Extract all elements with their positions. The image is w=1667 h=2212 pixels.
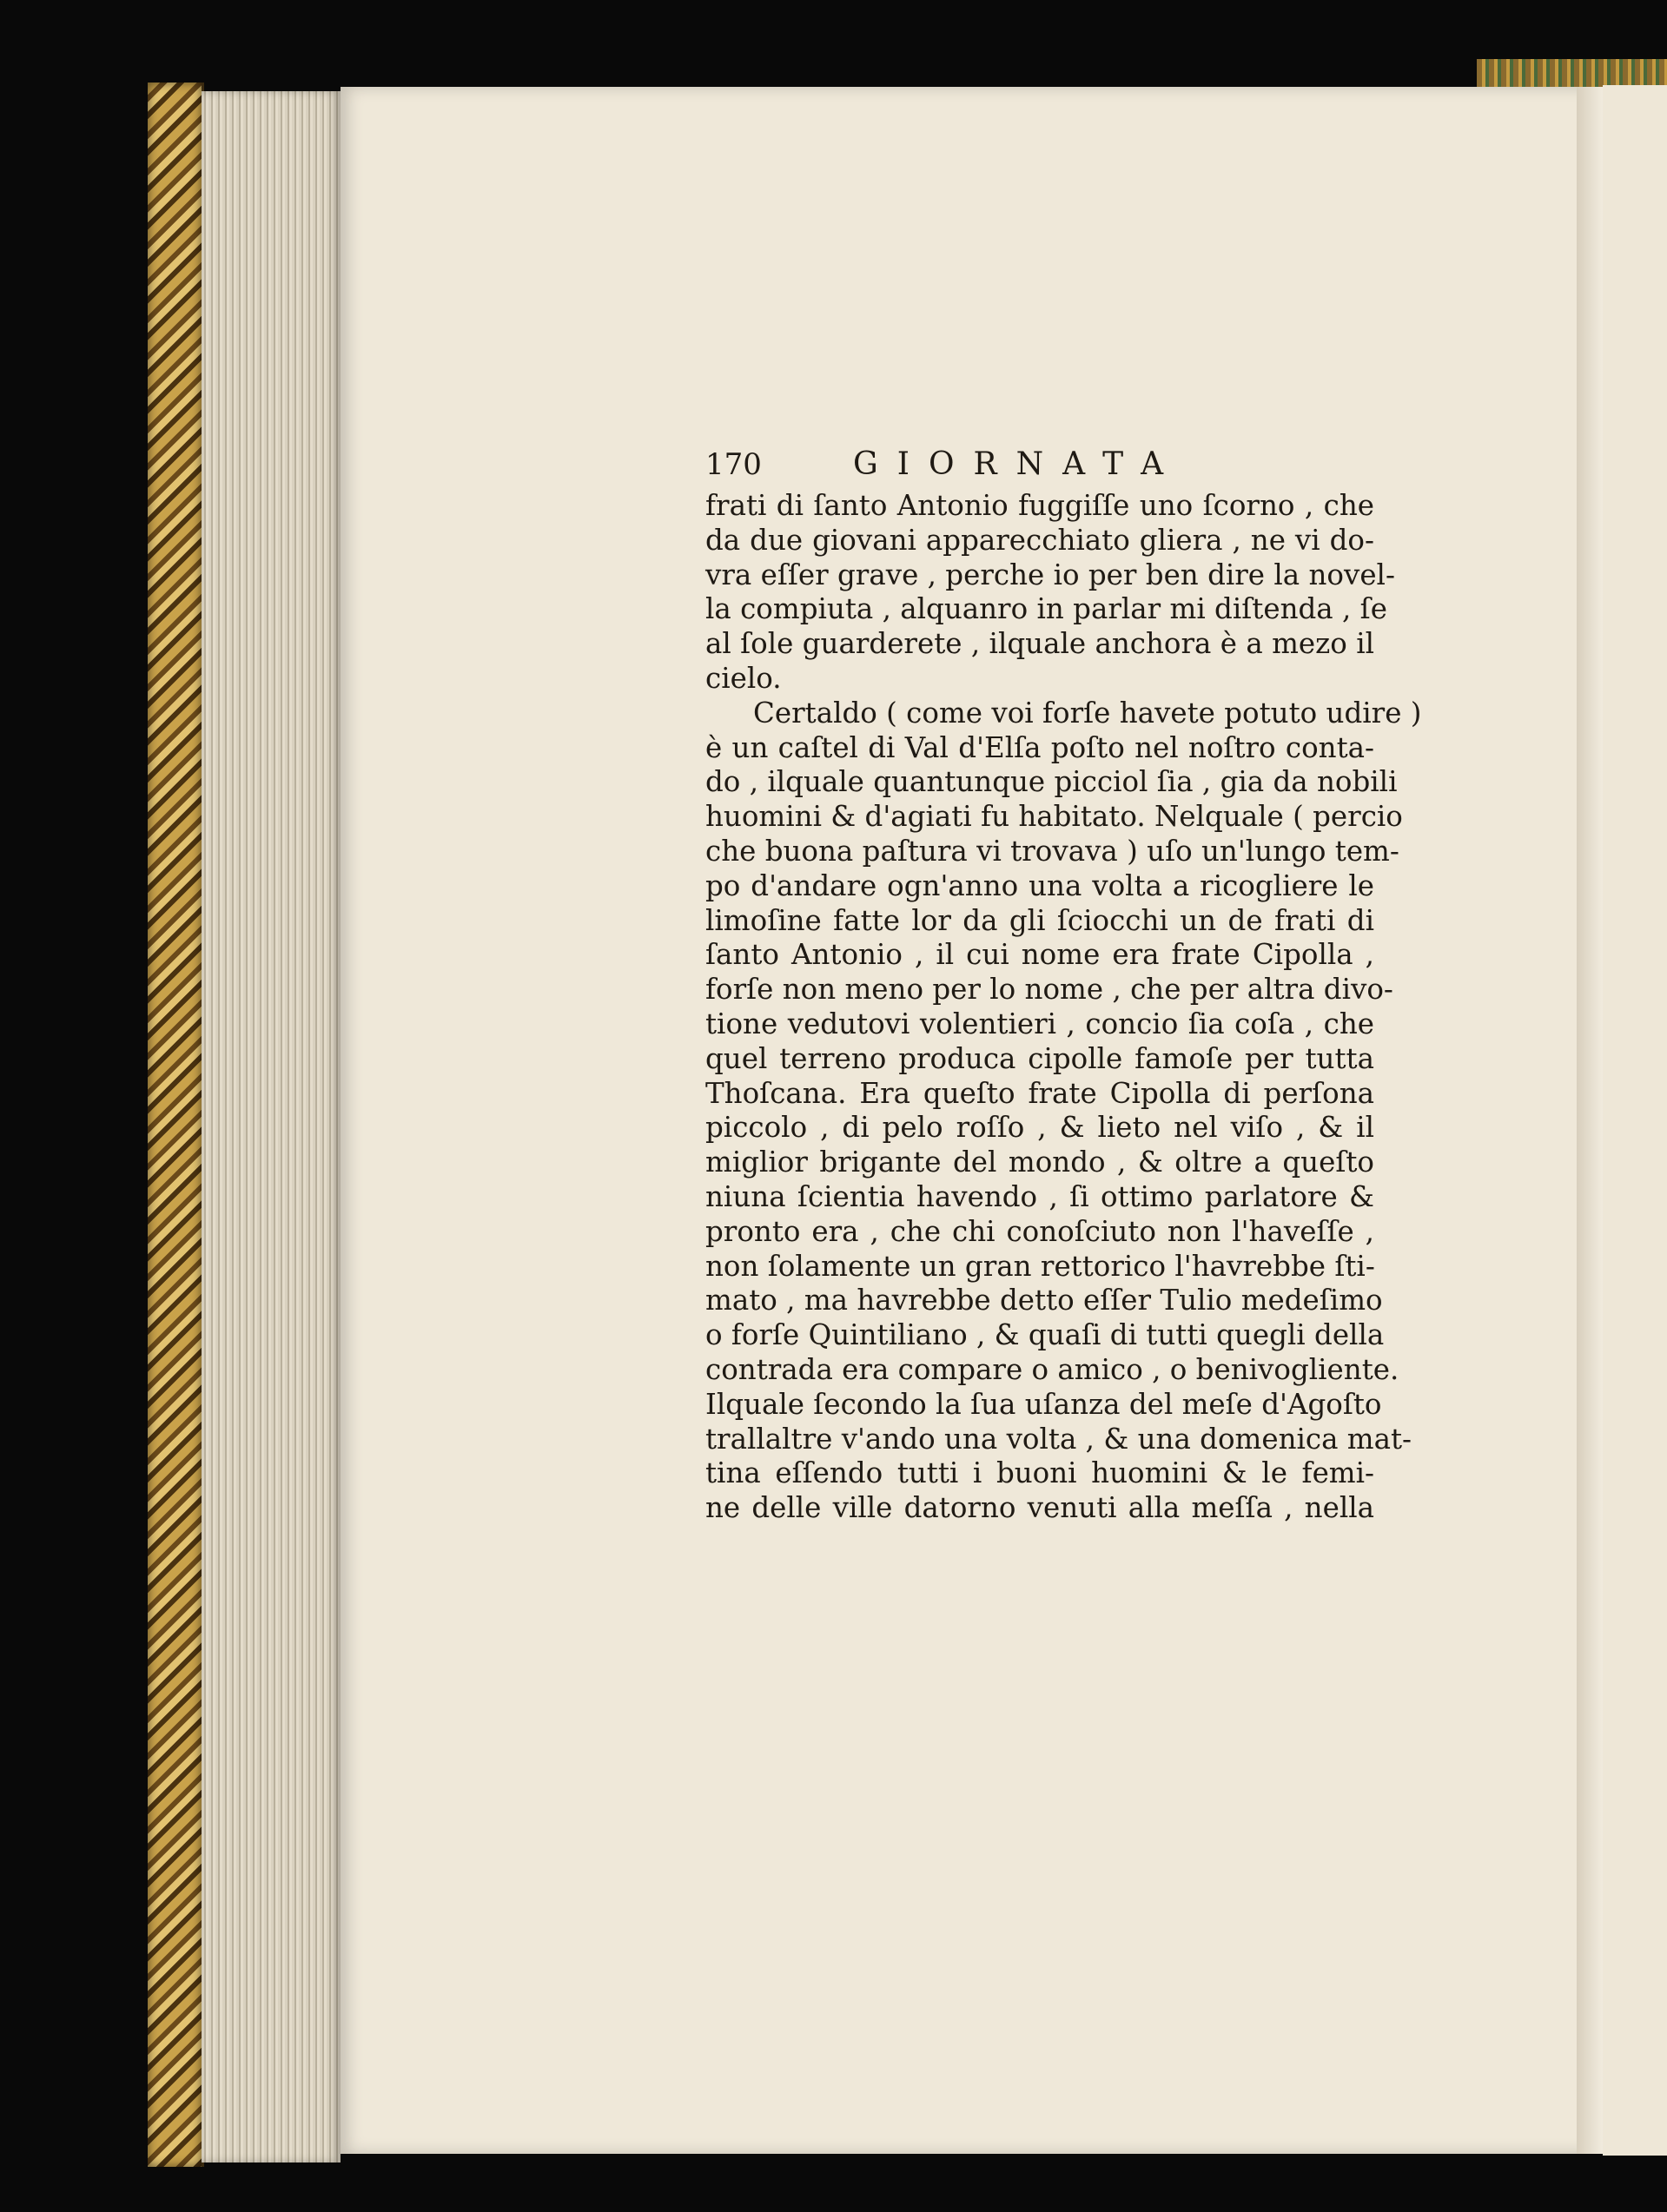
text-line: da due giovani apparecchiato gliera , ne vi do- (705, 523, 1374, 557)
text-line: al ſole guarderete , ilquale anchora è a mezo il (705, 627, 1374, 661)
running-head (705, 447, 1374, 489)
text-line: la compiuta , alquanro in parlar mi diſtenda , ſe (705, 592, 1387, 626)
text-line: è un caſtel di Val d'Elſa poſto nel noſtro conta- (705, 730, 1374, 764)
text-line: contrada era compare o amico , o benivogliente. (705, 1352, 1399, 1386)
text-line: do , ilquale quantunque picciol ſia , gia da nobili (705, 765, 1398, 799)
facing-page-edge (1603, 85, 1667, 2156)
text-line: vra eſſer grave , perche io per ben dire la novel- (705, 558, 1395, 591)
text-line: limoſine fatte lor da gli ſciocchi un de frati di (705, 903, 1374, 937)
text-line: po d'andare ogn'anno una volta a ricogliere le (705, 868, 1374, 902)
page-text-block (705, 446, 1422, 1526)
text-line: Certaldo ( come voi forſe havete potuto udire ) (753, 696, 1422, 730)
text-line: mato , ma havrebbe detto eſſer Tulio medeſimo (705, 1284, 1383, 1317)
gilt-spine-edge (148, 83, 204, 2167)
text-line: tione vedutovi volentieri , concio ſia coſa , che (705, 1007, 1374, 1040)
text-line: che buona paſtura vi trovava ) uſo un'lungo tem- (705, 834, 1399, 868)
text-line: piccolo , di pelo roſſo , & lieto nel viſo , & il (705, 1111, 1374, 1145)
text-line: non ſolamente un gran rettorico l'havrebbe ſti- (705, 1249, 1375, 1283)
text-line: miglior brigante del mondo , & oltre a queſto (705, 1146, 1374, 1179)
text-line: niuna ſcientia havendo , ſi ottimo parlatore & (705, 1179, 1374, 1213)
text-line: frati di ſanto Antonio fuggiſſe uno ſcorno , che (705, 489, 1374, 522)
text-line: o forſe Quintiliano , & quaſi di tutti quegli della (705, 1318, 1385, 1352)
running-title: GIORNATA (853, 446, 1183, 482)
text-line: huomini & d'agiati fu habitato. Nelquale ( percio (705, 800, 1403, 834)
text-line: trallaltre v'ando una volta , & una domenica mat- (705, 1422, 1412, 1456)
text-line: tina eſſendo tutti i buoni huomini & le femi- (705, 1456, 1374, 1490)
text-line: ne delle ville datorno venuti alla meſſa , nella (705, 1491, 1374, 1525)
text-line: ſanto Antonio , il cui nome era frate Cipolla , (705, 938, 1374, 972)
body-text (705, 489, 1422, 1526)
text-line: pronto era , che chi conoſciuto non l'haveſſe , (705, 1214, 1374, 1248)
text-line: Ilquale ſecondo la ſua uſanza del meſe d'Agoſto (705, 1387, 1382, 1421)
page-number: 170 (705, 447, 762, 482)
text-line: Thoſcana. Era queſto frate Cipolla di perſona (705, 1076, 1374, 1110)
text-line: quel terreno produca cipolle famoſe per tutta (705, 1041, 1374, 1075)
page-gutter (1577, 87, 1603, 2154)
text-line: forſe non meno per lo nome , che per altra divo- (705, 973, 1393, 1007)
headband (1477, 59, 1667, 89)
text-line: cielo. (705, 661, 782, 695)
page-stack-edge (202, 91, 341, 2162)
